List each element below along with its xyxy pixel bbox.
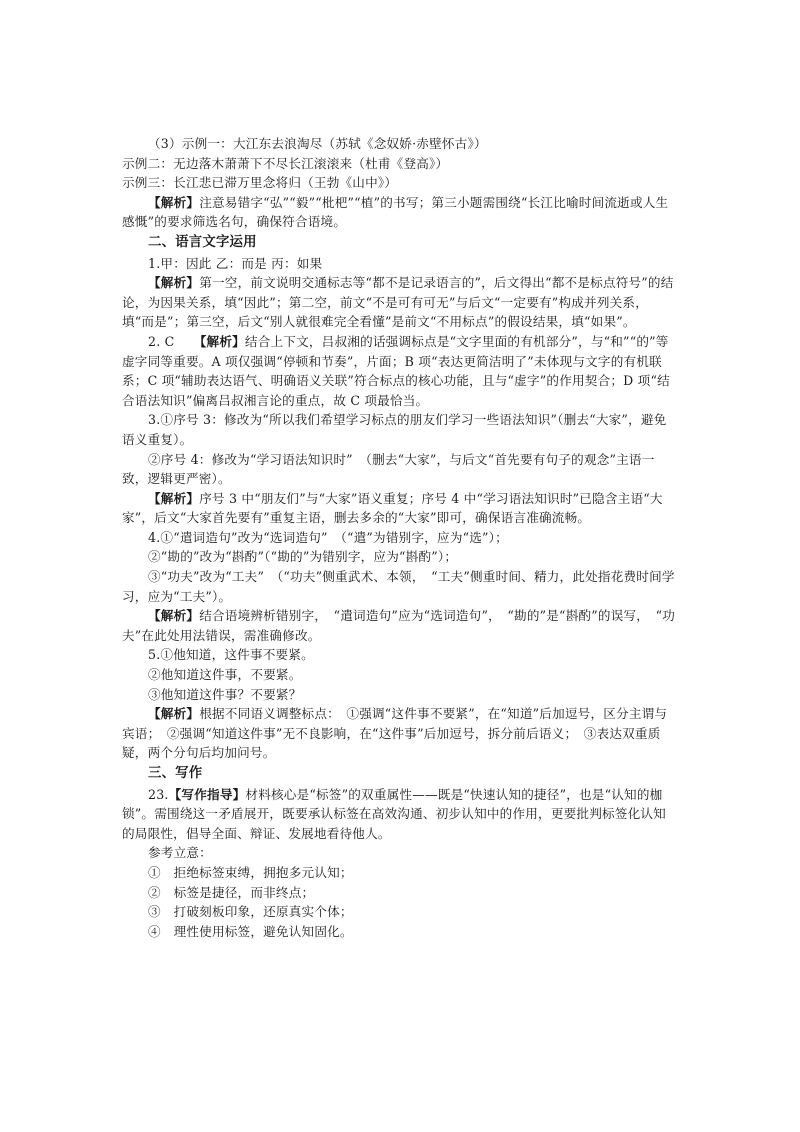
analysis-tag: 【解析】	[148, 706, 200, 722]
text-line: 示例三：长江悲已滞万里念将归（王勃《山中》）	[122, 175, 398, 191]
answer-line: 参考立意：	[148, 845, 212, 861]
answer-line: ②序号 4：修改为“学习语法知识时” （删去“大家”，与后文“首先要有句子的观念”主语一致，逻辑更严密）。	[122, 451, 655, 487]
analysis-tag: 【解析】	[148, 275, 200, 291]
answer-line: ③“功夫”改为“工夫” （“功夫”侧重武术、本领， “工夫”侧重时间、精力，此处指花费时间学习，应为“工夫”）。	[122, 569, 675, 604]
answer-line: ②“勘的”改为“斟酌”（“勘的”为错别字，应为“斟酌”）；	[148, 549, 458, 565]
list-item: ③ 打破刻板印象，还原真实个体；	[148, 904, 353, 920]
analysis-paragraph: 2. C 【解析】结合上下文，吕叔湘的话强调标点是“文字里面的有机部分”，与“和”“的”等虚字同等重要。A 项仅强调“停顿和节奏”，片面；B 项“表达更简洁明了”未体现与文字的有机联系；C 项“辅助表达语气、明确语义关联”符合标点的核心功能，且与“虚字”的作用契合；D 项“结合语法知识”偏离吕叔湘言论的重点，故 C 项最恰当。	[122, 333, 670, 408]
analysis-paragraph: 【解析】注意易错字“弘”“毅”“枇杷”“植”的书写；第三小题需围绕“长江比喻时间流逝或人生感慨”的要求筛选名句，确保符合语境。	[122, 194, 669, 230]
text-line: （3）示例一：大江东去浪淘尽（苏轼《念奴娇·赤壁怀古》）	[148, 136, 487, 151]
analysis-tag: 【解析】	[148, 490, 200, 506]
text-line: 示例二：无边落木萧萧下不尽长江滚滚来（杜甫《登高》）	[122, 155, 449, 171]
answer-line: 5.①他知道，这件事不要紧。	[148, 647, 314, 663]
list-item: ④ 理性使用标签，避免认知固化。	[148, 923, 353, 939]
section-heading: 三、写作	[148, 765, 203, 781]
answer-line: ③他知道这件事？不要紧？	[148, 686, 302, 702]
answer-line: 4.①“遣词造句”改为“选词造句” （“遣”为错别字，应为“选”）；	[148, 529, 508, 545]
list-item: ① 拒绝标签束缚，拥抱多元认知；	[148, 864, 353, 880]
section-heading: 二、语言文字运用	[148, 233, 257, 250]
list-item: ② 标签是捷径，而非终点；	[148, 884, 315, 900]
analysis-paragraph: 【解析】根据不同语义调整标点： ①强调“这件事不要紧”，在“知道”后加逗号，区分主谓与宾语； ②强调“知道这件事”无不良影响，在“这件事”后加逗号，拆分前后语义； ③表达双重质疑，两个分句后均加问号。	[122, 706, 668, 761]
writing-guide-tag: 【写作指导】	[168, 786, 246, 802]
analysis-paragraph: 【解析】结合语境辨析错别字， “遣词造句”应为“选词造句”， “勘的”是“斟酌”的误写， “功夫”在此处用法错误，需准确修改。	[122, 608, 676, 643]
answer-line: ②他知道这件事，不要紧。	[148, 667, 302, 683]
analysis-tag: 【解析】	[200, 333, 245, 349]
analysis-paragraph: 23.【写作指导】材料核心是“标签”的双重属性——既是“快速认知的捷径”，也是“认知的枷锁”。需围绕这一矛盾展开，既要承认标签在高效沟通、初步认知中的作用，更要批判标签化认知的局限性，倡导全面、辩证、发展地看待他人。	[122, 786, 666, 841]
analysis-tag: 【解析】	[148, 194, 200, 210]
answer-line: 3.①序号 3：修改为“所以我们希望学习标点的朋友们学习一些语法知识”（删去“大家”，避免语义重复）。	[122, 412, 667, 447]
answer-line: 1.甲：因此 乙：而是 丙：如果	[148, 255, 323, 271]
analysis-tag: 【解析】	[148, 608, 200, 624]
answer-content	[122, 134, 678, 941]
analysis-paragraph: 【解析】第一空，前文说明交通标志等“都不是记录语言的”，后文得出“都不是标点符号”的结论，为因果关系，填“因此”；第二空，前文“不是可有可无”与后文“一定要有”构成并列关系，填“而是”；第三空，后文“别人就很难完全看懂”是前文“不用标点”的假设结果，填“如果”。	[122, 275, 674, 330]
analysis-paragraph: 【解析】序号 3 中“朋友们”与“大家”语义重复；序号 4 中“学习语法知识时”已隐含主语“大家”，后文“大家首先要有”重复主语，删去多余的“大家”即可，确保语言准确流畅。	[122, 490, 663, 526]
